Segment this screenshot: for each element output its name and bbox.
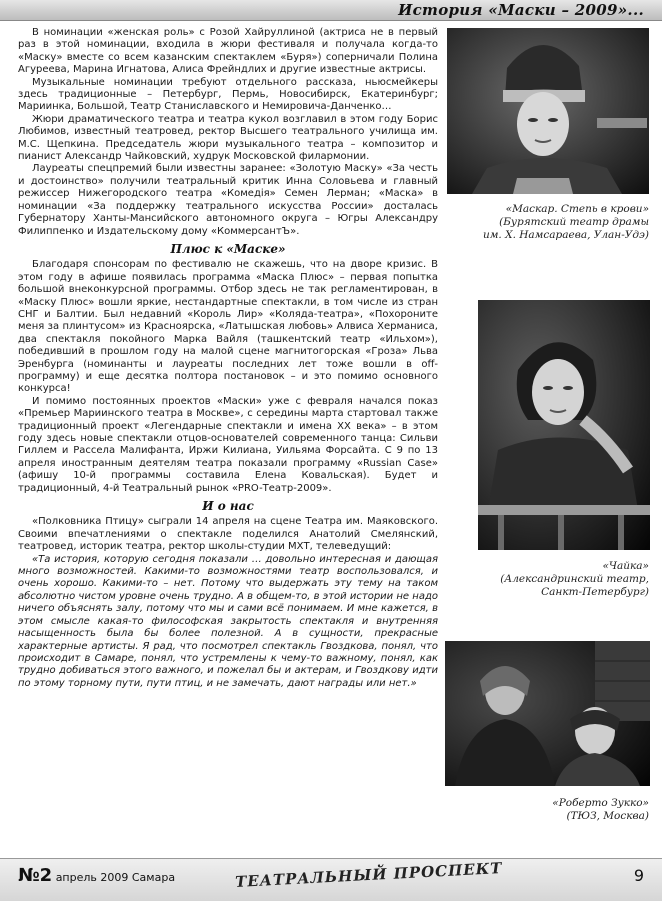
magazine-masthead: ТЕАТРАЛЬНЫЙ ПРОСПЕКТ — [234, 859, 503, 891]
quote-paragraph: «Та история, которую сегодня показали … довольно интересная и дающая много возможностей. Какими-то возможностями театр воспользовался, и очень хорошо. Какими-то – нет. Потому что выдержать эту тему на таком абсолютно чистом уровне очень трудно. А в общем-то, в этой истории не надо ничего объяснять залу, потому что мы и сами всё понимаем. И мне кажется, в этом смысле какая-то философская закрытость спектакля и внутренняя насыщенность была бы более полезной. А в сущности, прекрасные характерные артисты. Я рад, что посмотрел спектакль Гвоздкова, понял, что происходит в Самаре, понял, что устремлены к чему-то важному, понял, как трудно добиваться этого важного, и пожелал бы и актерам, и Гвоздкову идти по этому торному пути, пути птиц, и не замечать, дают награды или нет.» — [18, 553, 438, 689]
photo-roberto-zukko-caption: «Роберто Зукко» (ТЮЗ, Москва) — [552, 797, 649, 822]
photo-chayka-image — [478, 300, 650, 550]
article-paragraph: Благодаря спонсорам по фестивалю не скажешь, что на дворе кризис. В этом году в афише появилась программа «Маска Плюс» – первая попытка большой внеконкурсной программы. Отбор здесь не так регламентирован, в «Маску Плюс» вошли яркие, нестандартные спектакли, в том числе из стран СНГ и Балтии. Был недавний «Король Лир» «Коляда-театра», «Похороните меня за плинтусом» из Красноярска, «Латышская любовь» Алвиса Херманиса, два спектакля покойного Марка Вайля (ташкентский театр «Ильхом»), победивший в прошлом году на малой сцене магнитогорская «Гроза» Льва Эренбурга (номинанты и лауреаты последних лет тоже вошли в off-программу) и еще десятка полтора постановок – и это помимо основного конкурса! — [18, 259, 438, 395]
photo-maskar-caption: «Маскар. Степь в крови» (Бурятский театр драмы им. Х. Намсараева, Улан-Удэ) — [482, 203, 649, 241]
page-header-title: История «Маски – 2009»... — [398, 1, 644, 19]
issue-number: №2 — [18, 865, 53, 886]
article-paragraph: Лауреаты спецпремий были известны заранее: «Золотую Маску» «За честь и достоинство» получили театральный критик Инна Соловьева и главный режиссер Нижегородского театра «Комедія» Семен Лерман; «Маска» в номинации «За поддержку театрального искусства России» досталась Губернатору Ханты-Мансийского автономного округа – Югры Александру Филиппенко и Издательскому дому «КоммерсантЪ». — [18, 163, 438, 237]
article-paragraph: И помимо постоянных проектов «Маски» уже с февраля начался показ «Премьер Мариинского театра в Москве», с середины марта стартовал также традиционный проект «Легендарные спектакли и имена ХХ века» – в этом году здесь новые спектакли отцов-основателей современного танца: Сильви Гиллем и Рассела Малифанта, Иржи Килиана, Уильяма Форсайта. С 9 по 13 апреля иностранным деятелям театра показали программу «Russian Case» (афишу 10-й программы составила Елена Ковальская). Будет и традиционный, 4-й Театральный рынок «PRO-Театр-2009». — [18, 395, 438, 494]
article-paragraph: В номинации «женская роль» с Розой Хайруллиной (актриса не в первый раз в этой номинации, входила в жюри фестиваля и получала когда-то «Маску» вместе со всем казанским спектаклем «Буря») соперничали Полина Агуреева, Марина Игнатова, Алиса Фрейндлих и другие известные актрисы. — [18, 27, 438, 76]
article-paragraph: Музыкальные номинации требуют отдельного рассказа, ньюсмейкеры здесь традиционные – Петербург, Пермь, Новосибирск, Екатеринбург; Мариинка, Большой, Театр Станиславского и Немировича-Данченко… — [18, 76, 438, 113]
article-paragraph: «Полковника Птицу» сыграли 14 апреля на сцене Театра им. Маяковского. Своими впечатлениями о спектакле поделился Анатолий Смелянский, театровед, историк театра, ректор школы-студии МХТ, телеведущий: — [18, 516, 438, 553]
photo-chayka-caption: «Чайка» (Александринский театр, Санкт-Петербург) — [500, 560, 649, 598]
photo-roberto-zukko-image — [445, 641, 650, 786]
issue-date: апрель 2009 Самара — [55, 871, 176, 884]
page-number: 9 — [633, 866, 644, 885]
photo-maskar-image — [447, 28, 649, 194]
section-title-mask-plus: Плюс к «Маске» — [170, 241, 286, 256]
article-column — [18, 27, 438, 690]
photo-roberto-zukko — [445, 641, 650, 786]
section-title-about-us: И о нас — [202, 499, 254, 514]
photo-chayka — [478, 300, 650, 550]
photo-maskar — [447, 28, 649, 194]
article-paragraph: Жюри драматического театра и театра кукол возглавил в этом году Борис Любимов, известный театровед, ректор Высшего театрального училища им. М.С. Щепкина. Председатель жюри музыкального театра – композитор и пианист Александр Чайковский, худрук Московской филармонии. — [18, 113, 438, 163]
issue-info — [18, 865, 175, 886]
